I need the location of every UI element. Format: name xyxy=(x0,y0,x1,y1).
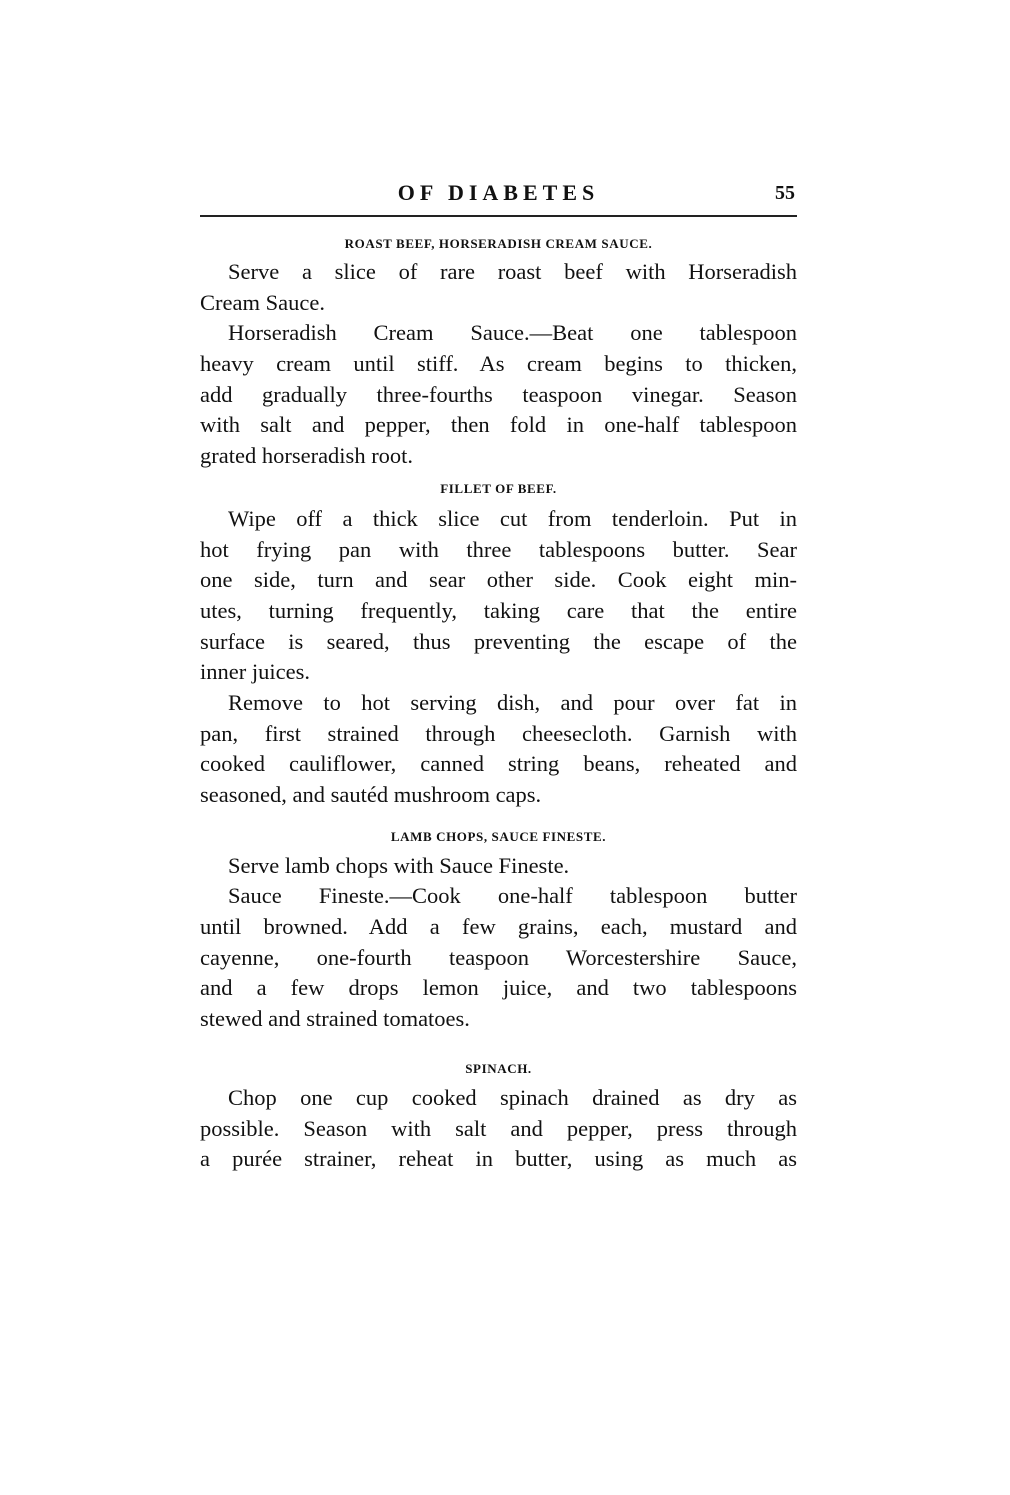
header-rule xyxy=(200,215,797,217)
paragraph xyxy=(200,318,797,471)
text-line: Cream Sauce. xyxy=(200,289,325,315)
text-line: until browned. Add a few grains, each, mustard and xyxy=(200,914,797,940)
text-line: inner juices. xyxy=(200,659,310,685)
recipe-heading: LAMB CHOPS, SAUCE FINESTE. xyxy=(390,828,607,844)
paragraph xyxy=(200,881,797,1034)
page-number: 55 xyxy=(775,182,795,204)
text-line: heavy cream until stiff. As cream begins to thicken, xyxy=(200,351,797,377)
text-line: Horseradish Cream Sauce.—Beat one tablespoon xyxy=(228,320,797,346)
recipe-section xyxy=(200,234,797,472)
text-line: grated horseradish root. xyxy=(200,443,414,469)
text-line: cooked cauliflower, canned string beans, reheated and xyxy=(200,751,797,777)
running-head xyxy=(200,176,797,210)
text-line: Sauce Fineste.—Cook one-half tablespoon butter xyxy=(228,883,797,909)
paragraph xyxy=(200,257,797,318)
text-line: Chop one cup cooked spinach drained as dry as xyxy=(228,1084,797,1110)
text-line: seasoned, and sautéd mushroom caps. xyxy=(200,782,542,807)
text-line: hot frying pan with three tablespoons butter. Sear xyxy=(200,536,797,562)
running-title: OF DIABETES xyxy=(397,180,600,205)
recipe-heading: SPINACH. xyxy=(465,1060,532,1076)
text-line: and a few drops lemon juice, and two tablespoons xyxy=(200,975,797,1001)
text-line: with salt and pepper, then fold in one-half tablespoon xyxy=(200,412,797,438)
text-line: pan, first strained through cheesecloth. Garnish with xyxy=(200,720,797,746)
recipe-section xyxy=(200,479,797,811)
text-line: utes, turning frequently, taking care that the entire xyxy=(200,597,797,623)
book-page xyxy=(200,176,797,1175)
page-body xyxy=(200,234,797,1175)
text-line: a purée strainer, reheat in butter, using as much as xyxy=(200,1146,797,1172)
text-line: Serve a slice of rare roast beef with Horseradish xyxy=(228,259,797,284)
recipe-section xyxy=(200,1059,797,1175)
recipe-heading: FILLET OF BEEF. xyxy=(440,480,557,496)
text-line: one side, turn and sear other side. Cook eight min- xyxy=(200,567,797,593)
text-line: surface is seared, thus preventing the escape of the xyxy=(200,628,797,654)
recipe-heading: ROAST BEEF, HORSERADISH CREAM SAUCE. xyxy=(344,236,653,251)
paragraph xyxy=(200,688,797,811)
text-line: possible. Season with salt and pepper, press through xyxy=(200,1115,797,1141)
text-line: cayenne, one-fourth teaspoon Worcestershire Sauce, xyxy=(200,944,797,970)
paragraph xyxy=(200,851,797,882)
paragraph xyxy=(200,504,797,688)
text-line: Remove to hot serving dish, and pour over fat in xyxy=(228,689,797,715)
paragraph xyxy=(200,1083,797,1175)
text-line: Serve lamb chops with Sauce Fineste. xyxy=(228,852,570,878)
text-line: add gradually three-fourths teaspoon vinegar. Season xyxy=(200,381,797,407)
text-line: Wipe off a thick slice cut from tenderloin. Put in xyxy=(228,505,797,531)
text-line: stewed and strained tomatoes. xyxy=(200,1006,470,1032)
recipe-section xyxy=(200,827,797,1035)
